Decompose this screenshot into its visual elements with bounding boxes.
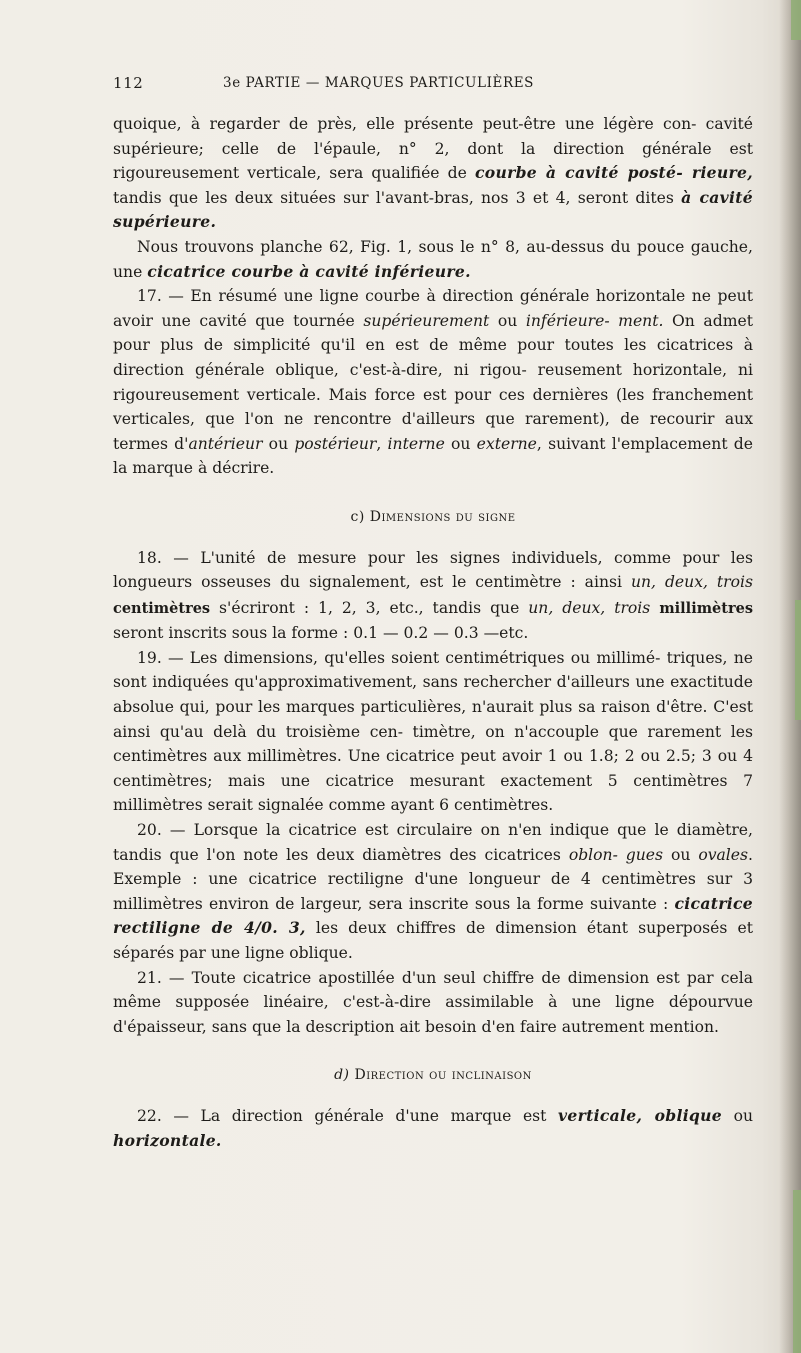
page-edge-tint: [795, 600, 801, 720]
text-run: 22. — La direction générale d'une marque est: [137, 1106, 559, 1125]
paragraph-21: [113, 966, 753, 1040]
text-run: 17. — En résumé une ligne courbe à direction générale horizontale ne peut avoir une cavité que tournée: [113, 287, 753, 330]
italic-term: supérieurement: [363, 311, 490, 330]
paragraph-20: [113, 818, 753, 966]
text-run: ou: [489, 311, 526, 330]
text-run: , suivant l'emplacement de la marque à décrire.: [113, 434, 753, 478]
heading-prefix: d): [334, 1067, 355, 1084]
text-run: . Exemple : une cicatrice rectiligne d'une longueur de 4 centimètres sur 3 millimètres environ de largeur, sera inscrite sous la forme suivante :: [113, 845, 753, 913]
running-header: [113, 74, 673, 96]
heading-text: Direction ou inclinaison: [354, 1067, 532, 1084]
text-run: On admet pour plus de simplicité qu'il en est de même pour toutes les cicatrices à direction générale oblique, c'est-à-dire, ni rigou- reusement horizontale, ni rigoureusement verticale. Mais force est pour ces dernières (les franchement verticales, que l'on ne rencontre d'ailleurs que rarement), de recourir aux termes d': [113, 311, 753, 453]
italic-term: un, deux, trois: [528, 598, 651, 617]
paragraph-17: [113, 284, 753, 481]
italic-term: externe: [476, 434, 537, 453]
text-run: tandis que les deux situées sur l'avant-bras, nos 3 et 4, seront dites: [113, 188, 682, 207]
emphasis-term: horizontale.: [113, 1130, 222, 1150]
emphasis-term: cicatrice courbe à cavité inférieure.: [147, 261, 471, 281]
italic-term: interne: [387, 434, 445, 453]
italic-term: ovales: [698, 845, 749, 864]
text-run: les deux chiffres de dimension étant superposés et séparés par une ligne oblique.: [113, 919, 753, 962]
text-run: Nous trouvons planche 62, Fig. 1, sous le n° 8, au-dessus du pouce gauche, une: [113, 237, 753, 281]
text-run: 18. — L'unité de mesure pour les signes individuels, comme pour les longueurs osseuses du signalement, est le centimètre : ainsi: [113, 548, 753, 592]
emphasis-term: verticale, oblique: [558, 1105, 722, 1125]
page-number: 112: [113, 74, 144, 92]
italic-term: un, deux, trois: [630, 573, 753, 592]
section-heading-d: [113, 1063, 753, 1088]
paragraph: [113, 112, 753, 235]
text-run: quoique, à regarder de près, elle présente peut-être une légère con- cavité supérieure; celle de l'épaule, n° 2, dont la direction générale est rigoureusement verticale, sera qualifiée de: [113, 115, 753, 183]
text-run: s'écriront : 1, 2, 3, etc., tandis que: [210, 598, 529, 617]
paragraph: [113, 235, 753, 284]
section-heading-c: [113, 505, 753, 530]
bold-term: centimètres: [113, 599, 211, 617]
page-body: [113, 112, 753, 1153]
italic-term: inférieure- ment.: [525, 311, 664, 330]
heading-prefix: c): [350, 508, 370, 525]
text-run: ou: [444, 434, 477, 453]
text-run: ou: [663, 845, 699, 864]
emphasis-term: cicatrice rectiligne de 4/0. 3,: [113, 893, 753, 938]
heading-text: Dimensions du signe: [369, 508, 516, 525]
page-edge-tint: [791, 0, 801, 40]
italic-term: oblon- gues: [568, 845, 664, 864]
text-run: 19. — Les dimensions, qu'elles soient centimétriques ou millimé- triques, ne sont indiquées qu'approximativement, sans rechercher d'ailleurs une exactitude absolue qui, pour les marques particulières, n'aurait plus sa raison d'être. C'est ainsi qu'au delà du troisième cen- timètre, on n'accouple que rarement les centimètres aux millimètres. Une cicatrice peut avoir 1 ou 1.8; 2 ou 2.5; 3 ou 4 centimètres; mais une cicatrice mesurant exactement 5 centimètres 7 millimètres serait signalée comme ayant 6 centimètres.: [113, 648, 753, 815]
emphasis-term: courbe à cavité posté- rieure,: [474, 163, 753, 183]
paragraph-22: [113, 1104, 753, 1153]
page-edge-tint: [793, 1190, 801, 1353]
text-run: 21. — Toute cicatrice apostillée d'un seul chiffre de dimension est par cela même supposée linéaire, c'est-à-dire assimilable à une ligne dépourvue d'épaisseur, sans que la description ait besoin d'en faire autrement mention.: [113, 968, 753, 1036]
text-run: 20. — Lorsque la cicatrice est circulaire on n'en indique que le diamètre, tandis que l'on note les deux diamètres des cicatrices: [113, 821, 753, 864]
paragraph-19: [113, 646, 753, 818]
bold-term: millimètres: [650, 599, 753, 617]
text-run: ou: [262, 434, 295, 453]
running-title: 3e PARTIE — MARQUES PARTICULIÈRES: [223, 75, 535, 91]
italic-term: antérieur: [188, 434, 263, 453]
emphasis-term: à cavité supérieure.: [113, 187, 753, 232]
text-run: ,: [376, 434, 388, 453]
italic-term: postérieur: [294, 434, 377, 453]
paragraph-18: [113, 546, 753, 646]
text-run: seront inscrits sous la forme : 0.1 — 0.2 — 0.3 —etc.: [113, 624, 529, 643]
text-run: ou: [722, 1106, 754, 1125]
